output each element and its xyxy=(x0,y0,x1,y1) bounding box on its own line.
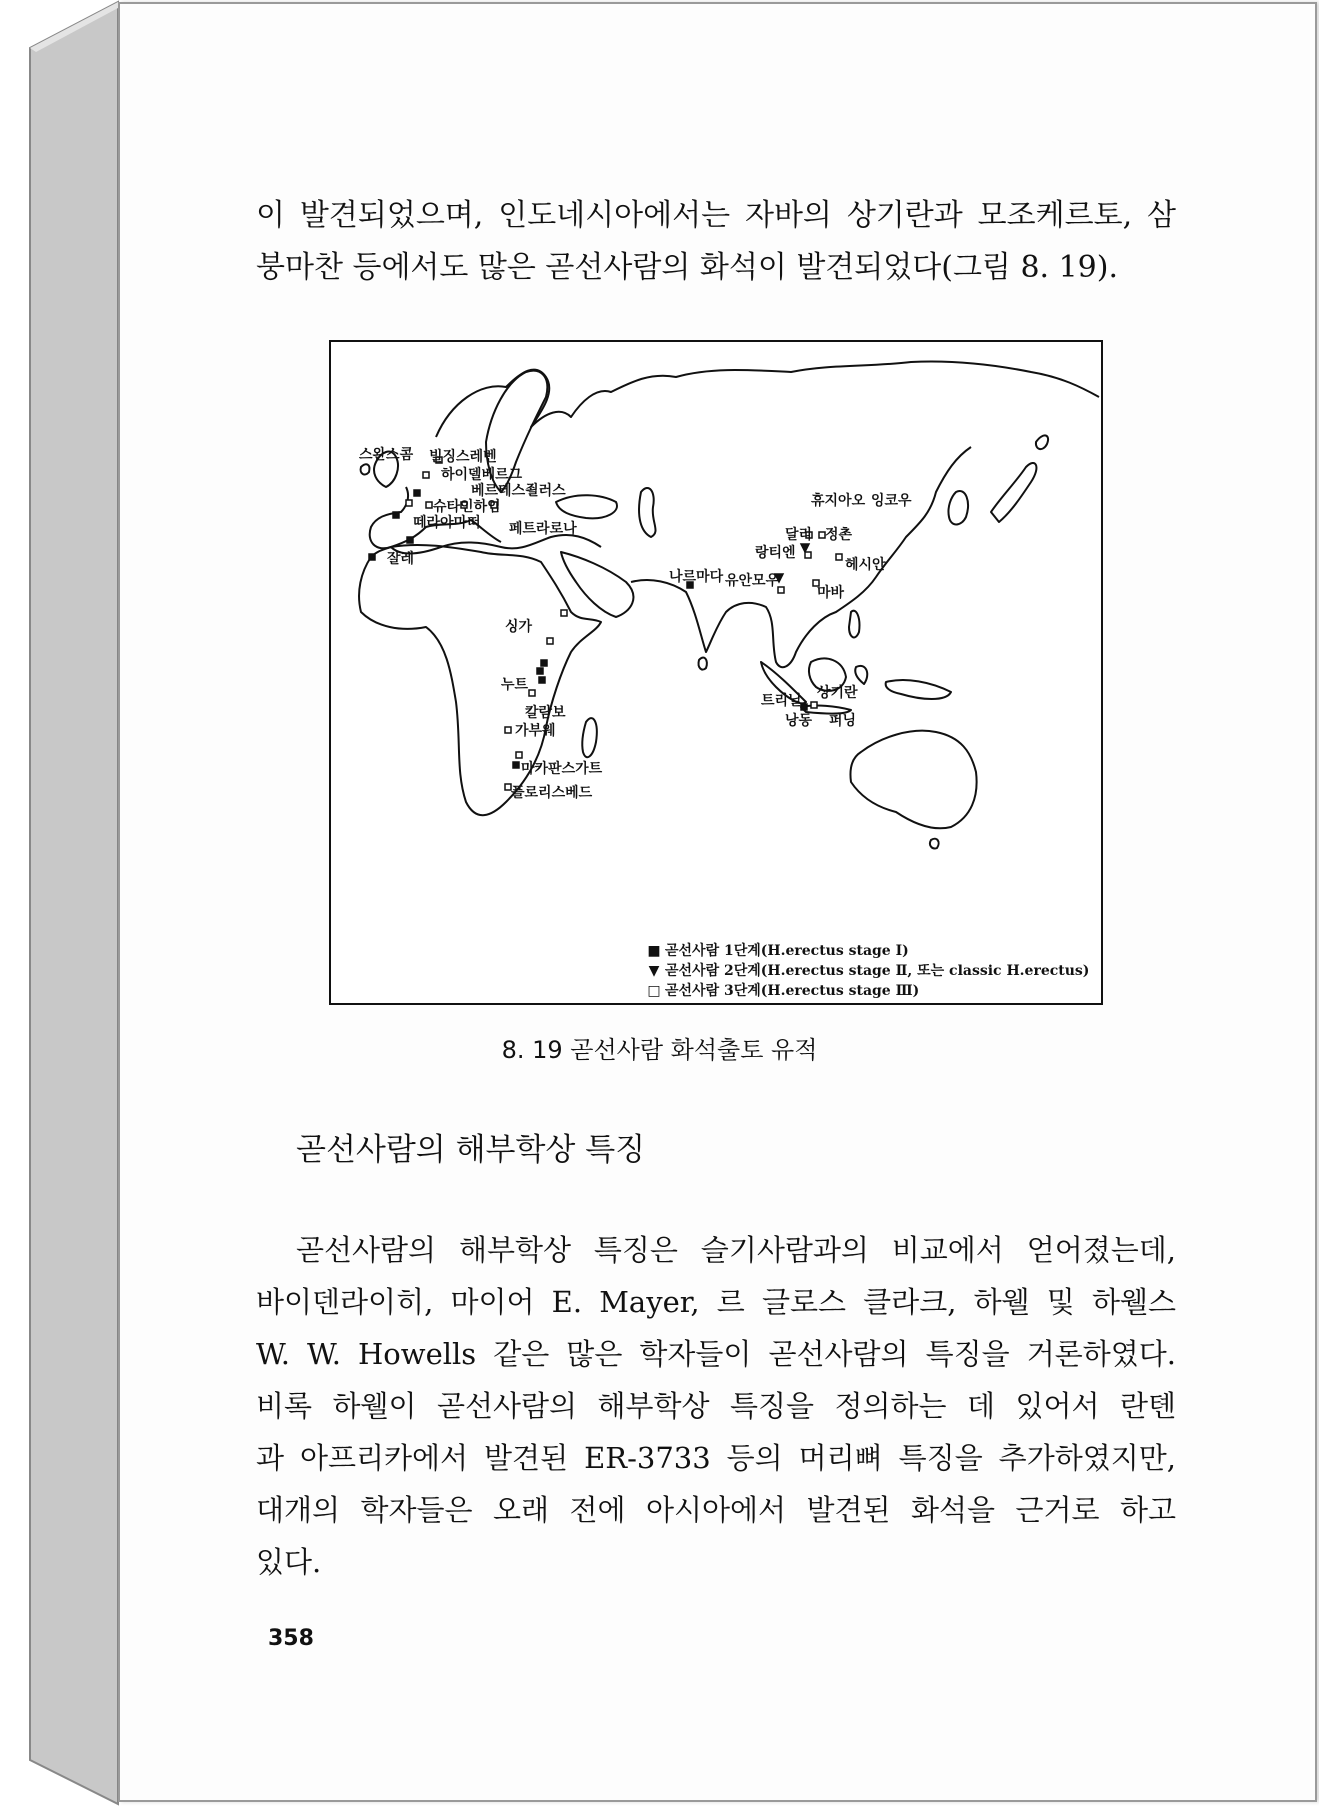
new-guinea xyxy=(886,680,951,699)
book-spine xyxy=(0,0,120,1806)
site-label-yingkou: 잉코우 xyxy=(871,493,912,509)
arabia xyxy=(561,552,633,617)
legend-text-stage-1: 곧선사람 1단계(H.erectus stage Ⅰ) xyxy=(665,943,909,959)
body-line-6: 대개의 학자들은 오래 전에 아시아에서 발견된 화석을 근거로 하고 xyxy=(256,1493,1176,1527)
site-label-narmada: 나르마다 xyxy=(669,569,724,585)
legend-text-stage-2: 곧선사람 2단계(H.erectus stage Ⅱ, 또는 classic H.erectus) xyxy=(665,963,1090,979)
site-label-yuanmou: 유안모우 xyxy=(725,573,780,589)
site-label-hexian: 헤시안 xyxy=(845,557,886,573)
body-line-3: W. W. Howells 같은 많은 학자들이 곧선사람의 특징을 거론하였다. xyxy=(256,1337,1176,1371)
intro-line-1: 이 발견되었으며, 인도네시아에서는 자바의 상기란과 모조케르토, 삼 xyxy=(256,198,1176,233)
section-heading: 곧선사람의 해부학상 특징 xyxy=(296,1132,646,1168)
japan xyxy=(991,463,1036,522)
figure-caption: 8. 19 곧선사람 화석출토 유적 xyxy=(501,1036,818,1064)
site-label-maba: 마바 xyxy=(817,585,845,601)
legend-symbol-stage-2: ▼ xyxy=(648,963,660,979)
world-map xyxy=(331,342,1101,1003)
korea xyxy=(948,491,967,524)
south-asia xyxy=(631,447,971,667)
site-label-heidelberg: 하이델베르그 xyxy=(441,467,523,483)
site-label-lantian: 랑티엔 xyxy=(755,545,796,561)
body-line-2: 바이덴라이히, 마이어 E. Mayer, 르 글로스 클라크, 하웰 및 하웰스 xyxy=(256,1285,1176,1319)
philippines xyxy=(849,611,859,638)
site-label-terra-amata: 떼라아마떠 xyxy=(413,515,481,531)
site-label-gabu: 가부웨 xyxy=(515,723,556,739)
eurasia-coast xyxy=(436,361,1099,437)
site-label-trinil: 트리닐 xyxy=(761,693,802,709)
site-label-dali: 달리 xyxy=(785,527,813,543)
site-label-florisbad: 플로리스베드 xyxy=(511,785,593,801)
legend-text-stage-3: 곧선사람 3단계(H.erectus stage Ⅲ) xyxy=(665,983,920,999)
body-line-4: 비록 하웰이 곧선사람의 해부학상 특징을 정의하는 데 있어서 란톈 xyxy=(256,1389,1176,1423)
site-label-singa: 싱가 xyxy=(505,619,533,635)
site-label-steinheim: 슈타인하임 xyxy=(433,499,501,515)
caspian-sea xyxy=(639,488,655,537)
site-label-nut: 누트 xyxy=(501,677,529,693)
legend-symbol-stage-1: ■ xyxy=(647,943,661,959)
site-label-petralona: 페트라로나 xyxy=(509,521,577,537)
site-label-jingchun: 정촌 xyxy=(825,527,853,543)
site-label-perning: 퍼닝 xyxy=(829,713,857,729)
site-label-sale: 잘레 xyxy=(387,551,415,567)
body-line-5: 과 아프리카에서 발견된 ER-3733 등의 머리뼈 특징을 추가하였지만, xyxy=(256,1441,1176,1475)
site-label-makapansgat: 마카판스가트 xyxy=(521,761,603,777)
intro-line-2: 붕마찬 등에서도 많은 곧선사람의 화석이 발견되었다(그림 8. 19). xyxy=(256,250,1119,285)
body-line-1: 곧선사람의 해부학상 특징은 슬기사람과의 비교에서 얻어졌는데, xyxy=(296,1233,1176,1267)
site-label-vertesszollos: 베르테스죌러스 xyxy=(471,483,566,499)
site-label-kalambo: 칼람보 xyxy=(525,705,566,721)
page-number: 358 xyxy=(268,1626,314,1651)
legend-row-stage-2 xyxy=(647,960,1089,980)
site-label-swanscombe: 스완스콤 xyxy=(359,447,414,463)
site-label-sangiran: 상기란 xyxy=(817,685,858,701)
legend-row-stage-3 xyxy=(647,980,919,1000)
madagascar xyxy=(582,718,597,757)
site-label-ngandong: 낭동 xyxy=(785,713,813,729)
australia xyxy=(850,731,976,829)
site-label-bilzingsleben: 빌징스레벤 xyxy=(429,449,497,465)
body-line-7: 있다. xyxy=(256,1545,322,1579)
legend-row-stage-1 xyxy=(647,940,909,960)
legend-symbol-stage-3: □ xyxy=(647,983,661,999)
site-label-yunxian: 휴지아오 xyxy=(811,493,866,509)
map-figure xyxy=(329,340,1103,1005)
